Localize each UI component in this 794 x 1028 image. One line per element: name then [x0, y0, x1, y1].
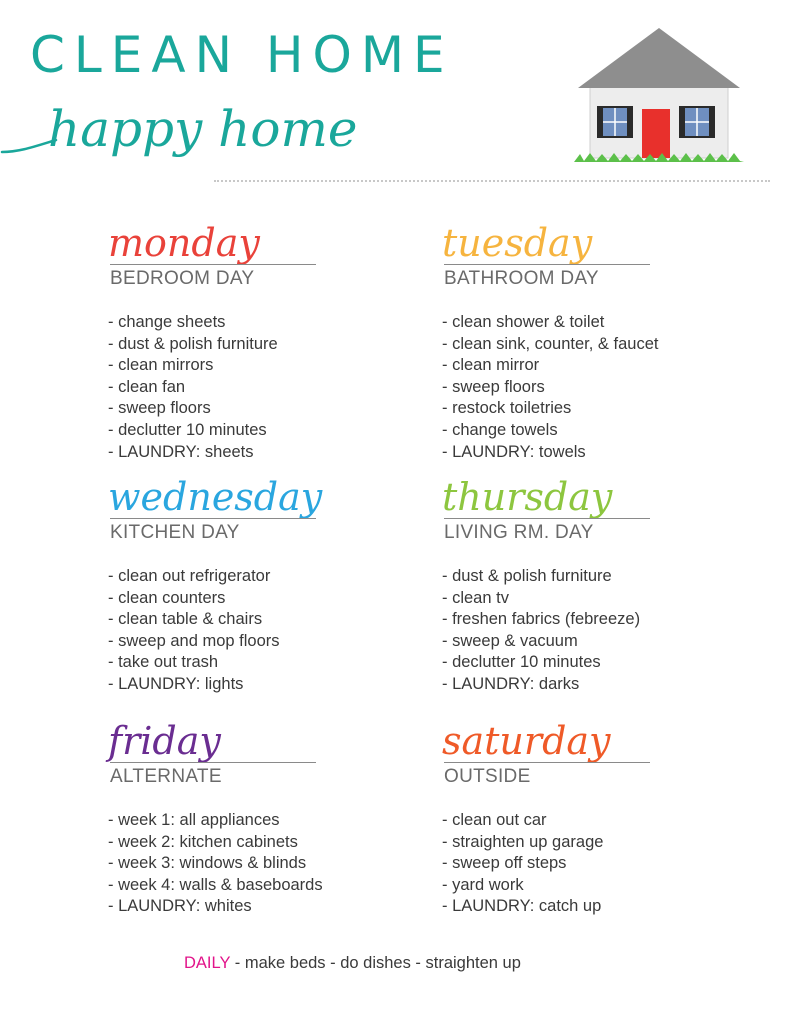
day-title: monday: [108, 221, 260, 265]
task-item: - LAUNDRY: lights: [108, 674, 244, 693]
task-item: - freshen fabrics (febreeze): [442, 610, 641, 629]
day-rule: [110, 264, 316, 265]
daily-text: - make beds - do dishes - straighten up: [230, 954, 521, 972]
task-item: - clean mirrors: [108, 356, 214, 375]
task-list: [442, 566, 640, 696]
task-item: - dust & polish furniture: [442, 567, 612, 585]
day-subtitle: KITCHEN DAY: [110, 522, 240, 543]
task-item: - restock toiletries: [442, 399, 572, 418]
day-title: friday: [108, 719, 221, 763]
task-item: - LAUNDRY: whites: [108, 897, 252, 916]
task-item: - clean out car: [442, 811, 547, 829]
task-item: - dust & polish furniture: [108, 334, 278, 353]
task-item: - sweep floors: [442, 377, 545, 396]
task-item: - declutter 10 minutes: [108, 420, 267, 439]
task-item: - yard work: [442, 875, 524, 894]
day-title: wednesday: [108, 475, 323, 519]
daily-label: DAILY: [184, 954, 231, 972]
day-rule: [444, 518, 650, 519]
daily-footer: [184, 954, 521, 973]
task-item: - change sheets: [108, 313, 226, 331]
day-subtitle: ALTERNATE: [110, 766, 222, 787]
task-item: - sweep off steps: [442, 854, 567, 873]
house-icon: [574, 26, 744, 166]
task-list: [108, 810, 323, 918]
task-item: - declutter 10 minutes: [442, 653, 601, 672]
task-item: - clean table & chairs: [108, 610, 263, 629]
task-item: - clean counters: [108, 588, 226, 607]
task-item: - clean sink, counter, & faucet: [442, 334, 659, 353]
task-item: - take out trash: [108, 653, 219, 672]
task-item: - LAUNDRY: darks: [442, 674, 580, 693]
task-item: - LAUNDRY: catch up: [442, 897, 602, 916]
day-title: thursday: [442, 475, 613, 519]
task-item: - straighten up garage: [442, 832, 604, 851]
day-rule: [110, 518, 316, 519]
day-rule: [444, 264, 650, 265]
task-item: - clean out refrigerator: [108, 567, 271, 585]
header-divider: [214, 180, 770, 182]
task-list: [108, 566, 280, 696]
task-item: - week 2: kitchen cabinets: [108, 832, 298, 851]
task-item: - sweep & vacuum: [442, 631, 578, 650]
day-rule: [110, 762, 316, 763]
task-item: - change towels: [442, 420, 558, 439]
task-item: - clean tv: [442, 588, 509, 607]
task-item: - week 1: all appliances: [108, 811, 280, 829]
day-subtitle: BEDROOM DAY: [110, 268, 255, 289]
task-item: - week 3: windows & blinds: [108, 854, 307, 873]
task-item: - week 4: walls & baseboards: [108, 875, 323, 894]
day-title: tuesday: [442, 221, 593, 265]
page-title: CLEAN HOME: [30, 26, 454, 84]
task-item: - LAUNDRY: sheets: [108, 442, 254, 461]
day-title: saturday: [442, 719, 611, 763]
page-subtitle: happy home: [48, 100, 358, 158]
task-item: - sweep floors: [108, 399, 211, 418]
task-list: [442, 810, 603, 918]
day-subtitle: LIVING RM. DAY: [444, 522, 594, 543]
task-list: [108, 312, 278, 463]
day-rule: [444, 762, 650, 763]
task-item: - clean mirror: [442, 356, 540, 375]
task-item: - clean fan: [108, 377, 186, 396]
day-subtitle: BATHROOM DAY: [444, 268, 599, 289]
task-list: [442, 312, 658, 463]
task-item: - clean shower & toilet: [442, 313, 605, 331]
task-item: - LAUNDRY: towels: [442, 442, 586, 461]
task-item: - sweep and mop floors: [108, 631, 280, 650]
day-subtitle: OUTSIDE: [444, 766, 531, 787]
